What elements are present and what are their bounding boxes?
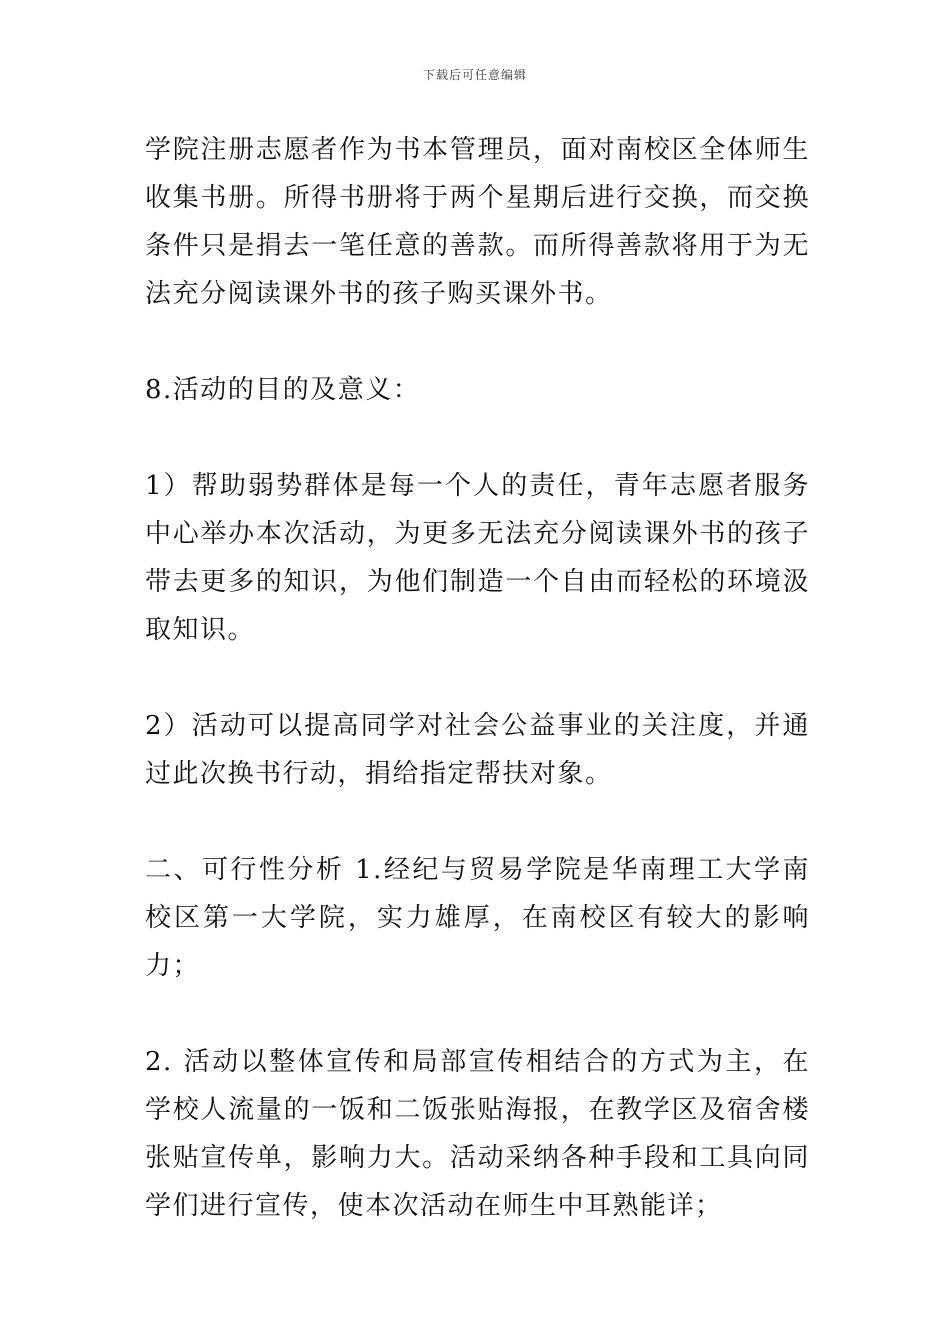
paragraph-purpose-2: 2）活动可以提高同学对社会公益事业的关注度，并通过此次换书行动，捐给指定帮扶对象。	[145, 711, 810, 789]
paragraph-feasibility-1: 二、可行性分析 1.经纪与贸易学院是华南理工大学南校区第一大学院，实力雄厚，在南校区有较大的影响力；	[145, 855, 810, 981]
paragraph-feasibility-2: 2. 活动以整体宣传和局部宣传相结合的方式为主，在学校人流量的一饭和二饭张贴海报，在教学区及宿舍楼张贴宣传单，影响力大。活动采纳各种手段和工具向同学们进行宣传，使本次活动在师生中耳熟能详；	[145, 1047, 810, 1221]
paragraph-purpose-1: 1）帮助弱势群体是每一个人的责任，青年志愿者服务中心举办本次活动，为更多无法充分阅读课外书的孩子带去更多的知识，为他们制造一个自由而轻松的环境汲取知识。	[145, 471, 810, 645]
header-note: 下载后可任意编辑	[422, 68, 527, 82]
paragraph-purpose-heading: 8.活动的目的及意义：	[145, 375, 421, 405]
document-body	[145, 126, 810, 1230]
paragraph-book-collection: 学院注册志愿者作为书本管理员，面对南校区全体师生收集书册。所得书册将于两个星期后进行交换，而交换条件只是捐去一笔任意的善款。而所得善款将用于为无法充分阅读课外书的孩子购买课外书。	[145, 135, 810, 309]
